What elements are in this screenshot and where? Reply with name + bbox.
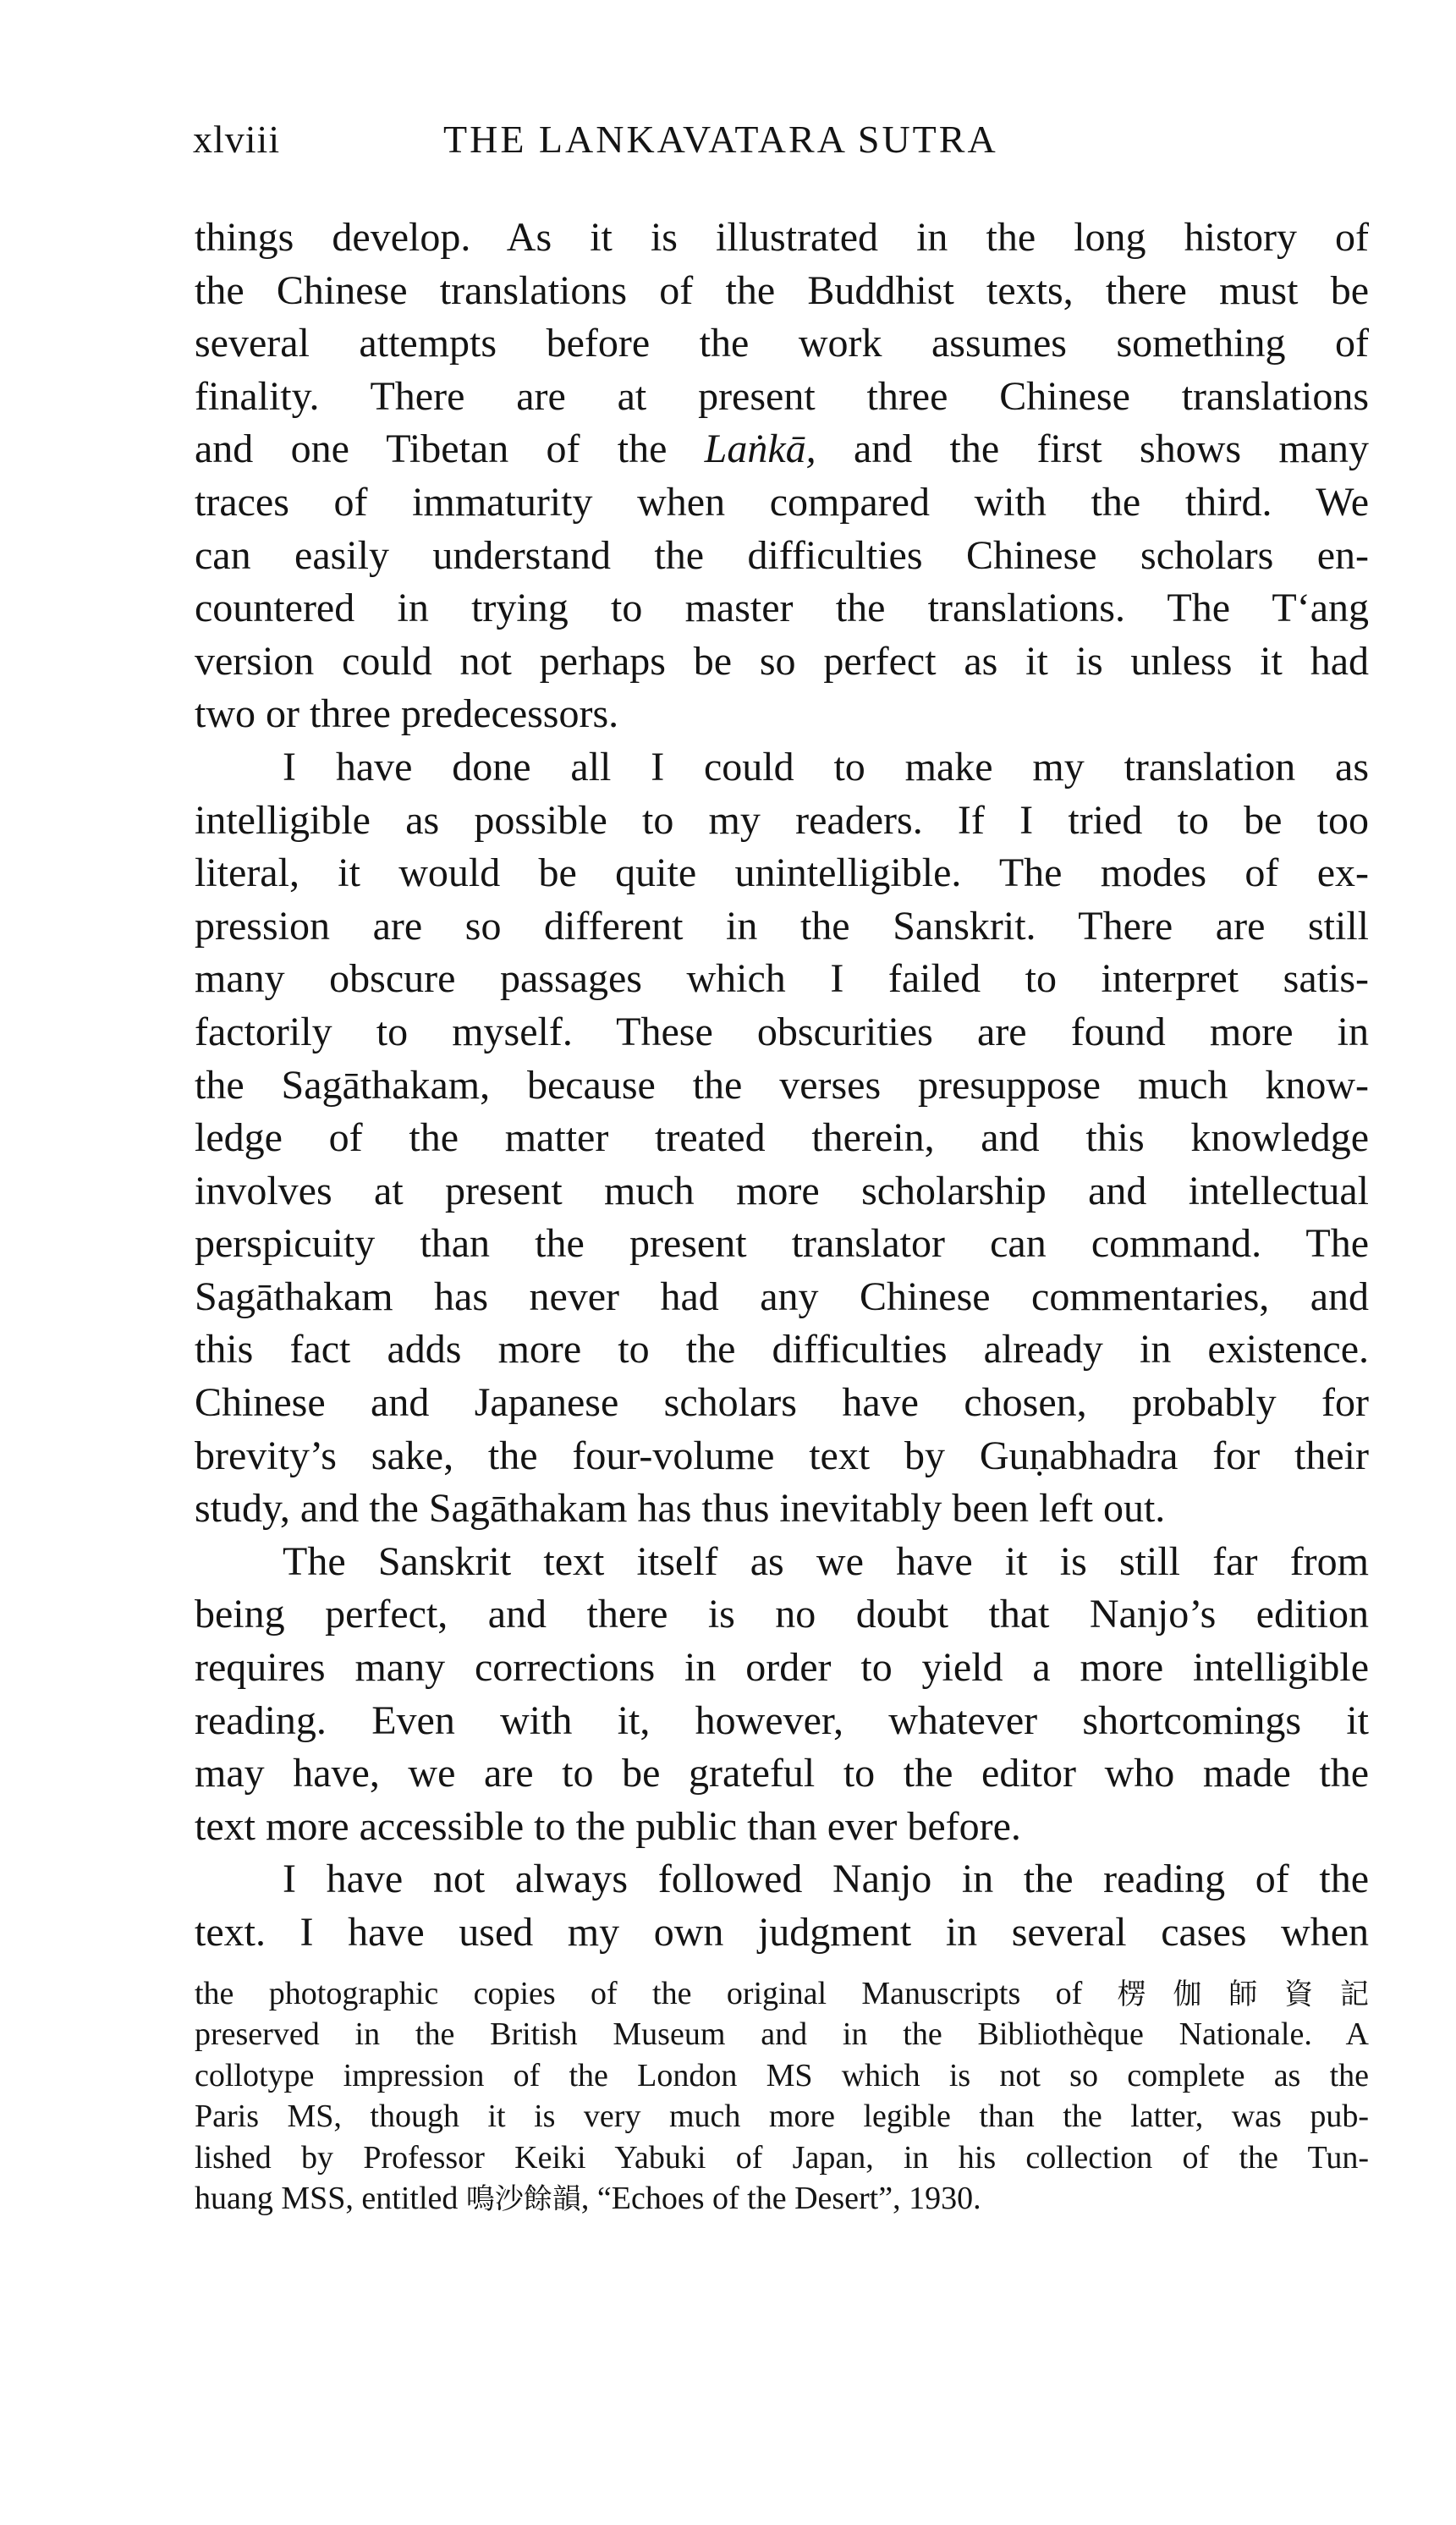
text-segment: and one Tibetan of the: [195, 426, 705, 472]
footnote-line: [195, 2178, 1369, 2219]
text-segment: the photographic copies of the original Manuscripts of: [195, 1976, 1118, 2011]
footnote-line: collotype impression of the London MS which is not so complete as the: [195, 2057, 1369, 2093]
body-line: pression are so different in the Sanskrit. There are still: [195, 903, 1369, 949]
body-line: two or three predecessors.: [195, 691, 619, 737]
body-line: involves at present much more scholarship and intellectual: [195, 1168, 1369, 1213]
body-line: the Sagāthakam, because the verses presuppose much know-: [195, 1062, 1369, 1108]
body-line: requires many corrections in order to yield a more intelligible: [195, 1645, 1369, 1691]
body-line: brevity’s sake, the four-volume text by Guṇabhadra for their: [195, 1433, 1369, 1478]
body-line: may have, we are to be grateful to the editor who made the: [195, 1751, 1369, 1796]
footnote: [195, 1973, 1369, 2219]
body-line: Sagāthakam has never had any Chinese commentaries, and: [195, 1274, 1369, 1319]
body-line: factorily to myself. These obscurities are found more in: [195, 1009, 1369, 1054]
text-segment: huang MSS, entitled: [195, 2180, 466, 2216]
body-line: version could not perhaps be so perfect as it is unless it had: [195, 638, 1369, 684]
page-header: [193, 117, 1369, 168]
body-line: text more accessible to the public than ever before.: [195, 1803, 1021, 1849]
body-line: ledge of the matter treated therein, and this knowledge: [195, 1115, 1369, 1161]
footnote-line: [195, 1973, 1369, 2014]
body-line: several attempts before the work assumes something of: [195, 321, 1369, 366]
body-line: intelligible as possible to my readers. If I tried to be too: [195, 797, 1369, 843]
body-line: many obscure passages which I failed to interpret satis-: [195, 956, 1369, 1002]
body-line: things develop. As it is illustrated in the long history of: [195, 215, 1369, 260]
body-line: the Chinese translations of the Buddhist texts, there must be: [195, 267, 1369, 313]
body-line: this fact adds more to the difficulties already in existence.: [195, 1327, 1369, 1373]
body-text: [195, 212, 1369, 1960]
body-line: text. I have used my own judgment in several cases when: [195, 1910, 1369, 1955]
body-line: The Sanskrit text itself as we have it is still far from: [283, 1538, 1369, 1584]
body-line: countered in trying to master the translations. The T‘ang: [195, 586, 1369, 631]
body-line: can easily understand the difficulties Chinese scholars en-: [195, 532, 1369, 578]
body-line: traces of immaturity when compared with the third. We: [195, 479, 1369, 525]
text-segment: and the first shows many: [816, 426, 1369, 472]
body-line: finality. There are at present three Chinese translations: [195, 373, 1369, 419]
body-line: I have not always followed Nanjo in the reading of the: [283, 1857, 1369, 1902]
footnote-line: preserved in the British Museum and in the Bibliothèque Nationale. A: [195, 2016, 1369, 2053]
body-line: [195, 423, 1369, 476]
body-line: Chinese and Japanese scholars have chosen, probably for: [195, 1380, 1369, 1426]
body-line: being perfect, and there is no doubt that Nanjo’s edition: [195, 1592, 1369, 1637]
body-line: perspicuity than the present translator can command. The: [195, 1221, 1369, 1267]
text-segment: , “Echoes of the Desert”, 1930.: [580, 2180, 981, 2216]
footnote-line: Paris MS, though it is very much more legible than the latter, was pub-: [195, 2099, 1369, 2135]
page-number: xlviii: [193, 118, 281, 161]
chinese-title: 楞伽師資記: [1117, 1978, 1370, 2011]
footnote-line: lished by Professor Keiki Yabuki of Japan, in his collection of the Tun-: [195, 2139, 1369, 2176]
italic-term: Laṅkā,: [704, 426, 816, 472]
body-line: reading. Even with it, however, whatever shortcomings it: [195, 1697, 1369, 1743]
body-line: study, and the Sagāthakam has thus inevitably been left out.: [195, 1486, 1166, 1532]
running-title: THE LANKAVATARA SUTRA: [443, 118, 998, 161]
body-line: I have done all I could to make my translation as: [283, 744, 1369, 789]
chinese-title: 鳴沙餘韻: [465, 2181, 581, 2216]
body-line: literal, it would be quite unintelligible. The modes of ex-: [195, 850, 1369, 896]
